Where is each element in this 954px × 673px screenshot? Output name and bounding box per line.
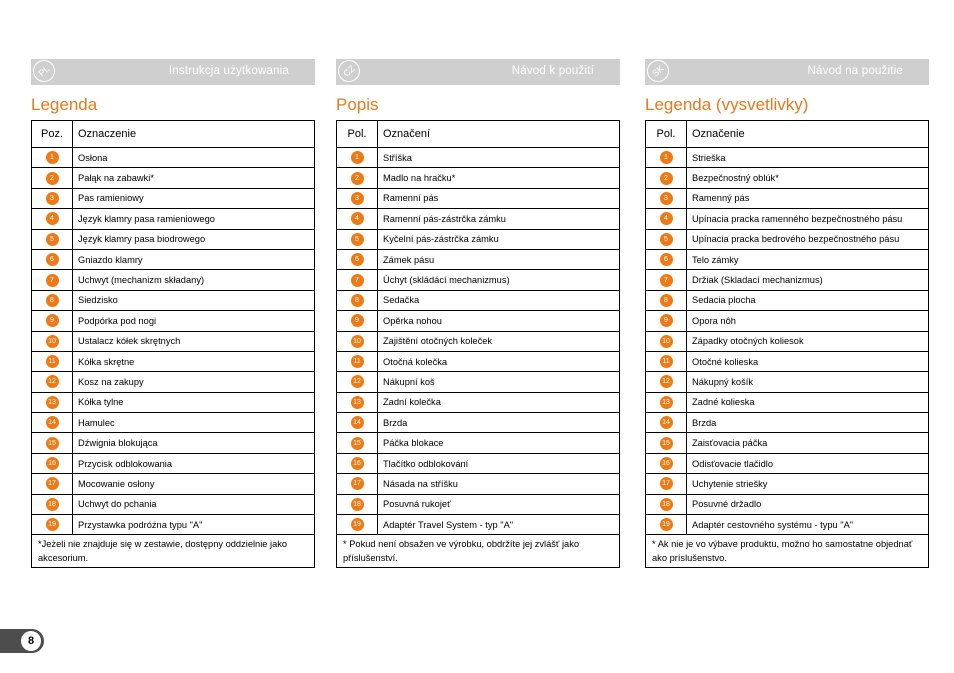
part-name: Násada na stříšku [378, 474, 620, 494]
legend-row [32, 229, 315, 249]
position-cell [32, 249, 73, 269]
section-header-title: Návod k použití [511, 65, 594, 77]
position-number-badge: 12 [351, 375, 364, 388]
position-number-badge: 18 [351, 498, 364, 511]
part-name: Brzda [378, 413, 620, 433]
footnote-text: * Pokud není obsažen ve výrobku, obdržíte jej zvlášť jako příslušenství. [337, 535, 620, 568]
part-name: Ramenný pás [687, 188, 929, 208]
position-number-badge: 4 [46, 212, 59, 225]
part-name: Zámek pásu [378, 249, 620, 269]
legend-table [336, 120, 620, 568]
position-number-badge: 3 [46, 192, 59, 205]
section-header-bar [31, 59, 315, 85]
position-cell [646, 311, 687, 331]
position-number-badge: 7 [351, 274, 364, 287]
position-number-badge: 14 [46, 416, 59, 429]
part-name: Telo zámky [687, 249, 929, 269]
position-number-badge: 3 [660, 192, 673, 205]
section-heading: Legenda (vysvetlivky) [645, 95, 809, 114]
position-cell [32, 372, 73, 392]
position-number-badge: 12 [46, 375, 59, 388]
legend-row [646, 515, 929, 535]
part-name: Gniazdo klamry [73, 249, 315, 269]
legend-row [337, 148, 620, 168]
legend-row [646, 229, 929, 249]
position-number-badge: 8 [660, 294, 673, 307]
position-number-badge: 13 [351, 396, 364, 409]
position-cell [337, 168, 378, 188]
legend-row [32, 351, 315, 371]
position-number-badge: 2 [46, 172, 59, 185]
position-cell [646, 168, 687, 188]
position-cell [337, 433, 378, 453]
column-header-name: Označení [378, 121, 620, 148]
part-name: Otočné kolieska [687, 351, 929, 371]
legend-row [646, 433, 929, 453]
position-number-badge: 11 [46, 355, 59, 368]
position-cell [32, 290, 73, 310]
position-cell [646, 290, 687, 310]
position-number-badge: 6 [351, 253, 364, 266]
legend-row [337, 515, 620, 535]
legend-row [337, 453, 620, 473]
legend-row [646, 249, 929, 269]
legend-row [646, 494, 929, 514]
position-cell [337, 249, 378, 269]
legend-row [646, 148, 929, 168]
legend-row [337, 249, 620, 269]
position-number-badge: 4 [660, 212, 673, 225]
position-number-badge: 12 [660, 375, 673, 388]
page-number-tab [0, 629, 44, 653]
language-badge: CZ [334, 56, 365, 87]
section-header-bar [336, 59, 620, 85]
position-number-badge: 5 [351, 233, 364, 246]
position-cell [337, 188, 378, 208]
footnote-text: * Ak nie je vo výbave produktu, možno ho samostatne objednať ako príslušenstvo. [646, 535, 929, 568]
part-name: Dźwignia blokująca [73, 433, 315, 453]
part-name: Kółka skrętne [73, 351, 315, 371]
position-number-badge: 16 [660, 457, 673, 470]
legend-row [32, 433, 315, 453]
position-number-badge: 5 [46, 233, 59, 246]
position-cell [646, 188, 687, 208]
part-name: Upínacia pracka ramenného bezpečnostného pásu [687, 209, 929, 229]
position-number-badge: 3 [351, 192, 364, 205]
legend-row [337, 372, 620, 392]
legend-row [32, 392, 315, 412]
position-cell [337, 413, 378, 433]
position-number-badge: 9 [46, 314, 59, 327]
legend-row [337, 229, 620, 249]
legend-row [32, 188, 315, 208]
part-name: Upínacia pracka bedrového bezpečnostného pásu [687, 229, 929, 249]
part-name: Sedačka [378, 290, 620, 310]
position-cell [646, 229, 687, 249]
position-cell [337, 209, 378, 229]
legend-row [646, 188, 929, 208]
position-cell [646, 392, 687, 412]
position-cell [337, 494, 378, 514]
position-cell [32, 229, 73, 249]
position-number-badge: 15 [351, 437, 364, 450]
position-cell [337, 270, 378, 290]
part-name: Zajištění otočných koleček [378, 331, 620, 351]
footnote-row [646, 535, 929, 568]
position-cell [32, 515, 73, 535]
position-cell [337, 392, 378, 412]
section-header-title: Návod na použitie [807, 65, 903, 77]
legend-row [646, 453, 929, 473]
position-number-badge: 11 [660, 355, 673, 368]
part-name: Osłona [73, 148, 315, 168]
legend-table [31, 120, 315, 568]
part-name: Mocowanie osłony [73, 474, 315, 494]
part-name: Uchytenie striešky [687, 474, 929, 494]
section-heading: Popis [336, 95, 379, 114]
part-name: Kosz na zakupy [73, 372, 315, 392]
section-heading: Legenda [31, 95, 98, 114]
footnote-text: *Jeżeli nie znajduje się w zestawie, dostępny oddzielnie jako akcesorium. [32, 535, 315, 568]
legend-row [32, 290, 315, 310]
part-name: Sedacia plocha [687, 290, 929, 310]
position-cell [337, 229, 378, 249]
legend-row [32, 270, 315, 290]
position-cell [337, 290, 378, 310]
part-name: Posuvná rukojeť [378, 494, 620, 514]
position-number-badge: 8 [351, 294, 364, 307]
part-name: Nákupný košík [687, 372, 929, 392]
part-name: Uchwyt (mechanizm składany) [73, 270, 315, 290]
footnote-row [32, 535, 315, 568]
legend-row [337, 474, 620, 494]
part-name: Przystawka podróżna typu "A" [73, 515, 315, 535]
legend-row [32, 413, 315, 433]
position-number-badge: 6 [46, 253, 59, 266]
position-number-badge: 5 [660, 233, 673, 246]
position-cell [32, 433, 73, 453]
part-name: Ustalacz kółek skrętnych [73, 331, 315, 351]
position-cell [337, 515, 378, 535]
position-number-badge: 7 [660, 274, 673, 287]
part-name: Przycisk odblokowania [73, 453, 315, 473]
part-name: Tlačítko odblokování [378, 453, 620, 473]
position-cell [646, 413, 687, 433]
part-name: Pałąk na zabawki* [73, 168, 315, 188]
part-name: Siedzisko [73, 290, 315, 310]
legend-row [32, 168, 315, 188]
part-name: Úchyt (skládácí mechanizmus) [378, 270, 620, 290]
position-number-badge: 7 [46, 274, 59, 287]
position-number-badge: 16 [46, 457, 59, 470]
part-name: Zaisťovacia páčka [687, 433, 929, 453]
legend-row [646, 351, 929, 371]
legend-table [645, 120, 929, 568]
legend-row [32, 474, 315, 494]
legend-row [646, 392, 929, 412]
column-pl [31, 59, 315, 568]
part-name: Západky otočných koliesok [687, 331, 929, 351]
legend-row [32, 311, 315, 331]
column-sk [645, 59, 929, 568]
part-name: Opěrka nohou [378, 311, 620, 331]
part-name: Adaptér cestovného systému - typu "A" [687, 515, 929, 535]
position-number-badge: 13 [660, 396, 673, 409]
column-header-position: Pol. [646, 121, 687, 148]
section-header-title: Instrukcja użytkowania [168, 65, 289, 77]
position-cell [646, 433, 687, 453]
position-number-badge: 2 [660, 172, 673, 185]
position-number-badge: 10 [46, 335, 59, 348]
legend-row [337, 270, 620, 290]
position-cell [32, 331, 73, 351]
legend-table-header-row [337, 121, 620, 148]
part-name: Držiak (Skladací mechanizmus) [687, 270, 929, 290]
position-cell [337, 311, 378, 331]
part-name: Kyčelní pás-zástrčka zámku [378, 229, 620, 249]
position-cell [646, 331, 687, 351]
legend-row [337, 351, 620, 371]
position-cell [337, 474, 378, 494]
legend-row [646, 331, 929, 351]
footnote-row [337, 535, 620, 568]
part-name: Hamulec [73, 413, 315, 433]
legend-row [337, 331, 620, 351]
part-name: Páčka blokace [378, 433, 620, 453]
column-header-position: Poz. [32, 121, 73, 148]
column-header-name: Oznaczenie [73, 121, 315, 148]
position-cell [646, 372, 687, 392]
part-name: Otočná kolečka [378, 351, 620, 371]
part-name: Podpórka pod nogi [73, 311, 315, 331]
position-cell [32, 168, 73, 188]
column-header-position: Pol. [337, 121, 378, 148]
position-cell [646, 494, 687, 514]
position-cell [337, 331, 378, 351]
part-name: Brzda [687, 413, 929, 433]
position-cell [337, 351, 378, 371]
legend-row [32, 494, 315, 514]
position-cell [646, 249, 687, 269]
legend-row [337, 290, 620, 310]
section-header-bar [645, 59, 929, 85]
position-cell [32, 413, 73, 433]
position-number-badge: 9 [351, 314, 364, 327]
legend-row [32, 331, 315, 351]
position-cell [646, 270, 687, 290]
position-number-badge: 14 [660, 416, 673, 429]
position-cell [337, 372, 378, 392]
legend-row [646, 290, 929, 310]
part-name: Opora nôh [687, 311, 929, 331]
position-cell [32, 351, 73, 371]
position-number-badge: 10 [351, 335, 364, 348]
legend-row [646, 372, 929, 392]
legend-row [32, 249, 315, 269]
part-name: Posuvné držadlo [687, 494, 929, 514]
position-cell [32, 494, 73, 514]
part-name: Kółka tylne [73, 392, 315, 412]
position-number-badge: 15 [46, 437, 59, 450]
position-cell [32, 188, 73, 208]
position-cell [337, 148, 378, 168]
position-number-badge: 17 [46, 477, 59, 490]
position-number-badge: 11 [351, 355, 364, 368]
position-cell [646, 148, 687, 168]
part-name: Język klamry pasa biodrowego [73, 229, 315, 249]
part-name: Madlo na hračku* [378, 168, 620, 188]
column-cz [336, 59, 620, 568]
part-name: Pas ramieniowy [73, 188, 315, 208]
legend-row [32, 453, 315, 473]
position-cell [32, 148, 73, 168]
legend-table-header-row [646, 121, 929, 148]
position-number-badge: 6 [660, 253, 673, 266]
legend-row [32, 515, 315, 535]
part-name: Strieška [687, 148, 929, 168]
column-header-name: Označenie [687, 121, 929, 148]
legend-row [337, 494, 620, 514]
position-number-badge: 16 [351, 457, 364, 470]
position-cell [32, 453, 73, 473]
legend-row [646, 413, 929, 433]
part-name: Stříška [378, 148, 620, 168]
position-number-badge: 10 [660, 335, 673, 348]
legend-row [646, 474, 929, 494]
part-name: Bezpečnostný oblúk* [687, 168, 929, 188]
legend-row [337, 413, 620, 433]
part-name: Zadní kolečka [378, 392, 620, 412]
legend-row [646, 168, 929, 188]
position-cell [32, 270, 73, 290]
position-number-badge: 1 [660, 151, 673, 164]
language-badge: SK [643, 56, 674, 87]
part-name: Język klamry pasa ramieniowego [73, 209, 315, 229]
legend-row [32, 372, 315, 392]
legend-row [337, 392, 620, 412]
position-number-badge: 1 [351, 151, 364, 164]
legend-row [337, 168, 620, 188]
legend-table-header-row [32, 121, 315, 148]
legend-row [337, 433, 620, 453]
part-name: Zadné kolieska [687, 392, 929, 412]
position-cell [646, 515, 687, 535]
position-number-badge: 9 [660, 314, 673, 327]
part-name: Ramenní pás [378, 188, 620, 208]
part-name: Odisťovacie tlačidlo [687, 453, 929, 473]
legend-row [32, 148, 315, 168]
position-cell [32, 311, 73, 331]
position-cell [646, 351, 687, 371]
legend-row [337, 188, 620, 208]
position-number-badge: 19 [46, 518, 59, 531]
part-name: Nákupní koš [378, 372, 620, 392]
position-number-badge: 18 [46, 498, 59, 511]
position-number-badge: 17 [351, 477, 364, 490]
position-number-badge: 19 [351, 518, 364, 531]
position-number-badge: 18 [660, 498, 673, 511]
position-cell [32, 392, 73, 412]
legend-row [337, 209, 620, 229]
position-cell [32, 209, 73, 229]
position-cell [337, 453, 378, 473]
part-name: Adaptér Travel System - typ "A" [378, 515, 620, 535]
part-name: Ramenní pás-zástrčka zámku [378, 209, 620, 229]
position-number-badge: 14 [351, 416, 364, 429]
position-number-badge: 4 [351, 212, 364, 225]
position-cell [646, 209, 687, 229]
position-cell [646, 453, 687, 473]
position-number-badge: 1 [46, 151, 59, 164]
position-cell [646, 474, 687, 494]
part-name: Uchwyt do pchania [73, 494, 315, 514]
legend-row [32, 209, 315, 229]
position-number-badge: 19 [660, 518, 673, 531]
position-number-badge: 2 [351, 172, 364, 185]
page-number: 8 [21, 631, 41, 651]
position-number-badge: 8 [46, 294, 59, 307]
position-number-badge: 17 [660, 477, 673, 490]
position-number-badge: 13 [46, 396, 59, 409]
position-number-badge: 15 [660, 437, 673, 450]
legend-row [337, 311, 620, 331]
legend-row [646, 270, 929, 290]
language-badge: PL [29, 56, 60, 87]
position-cell [32, 474, 73, 494]
legend-row [646, 311, 929, 331]
legend-row [646, 209, 929, 229]
